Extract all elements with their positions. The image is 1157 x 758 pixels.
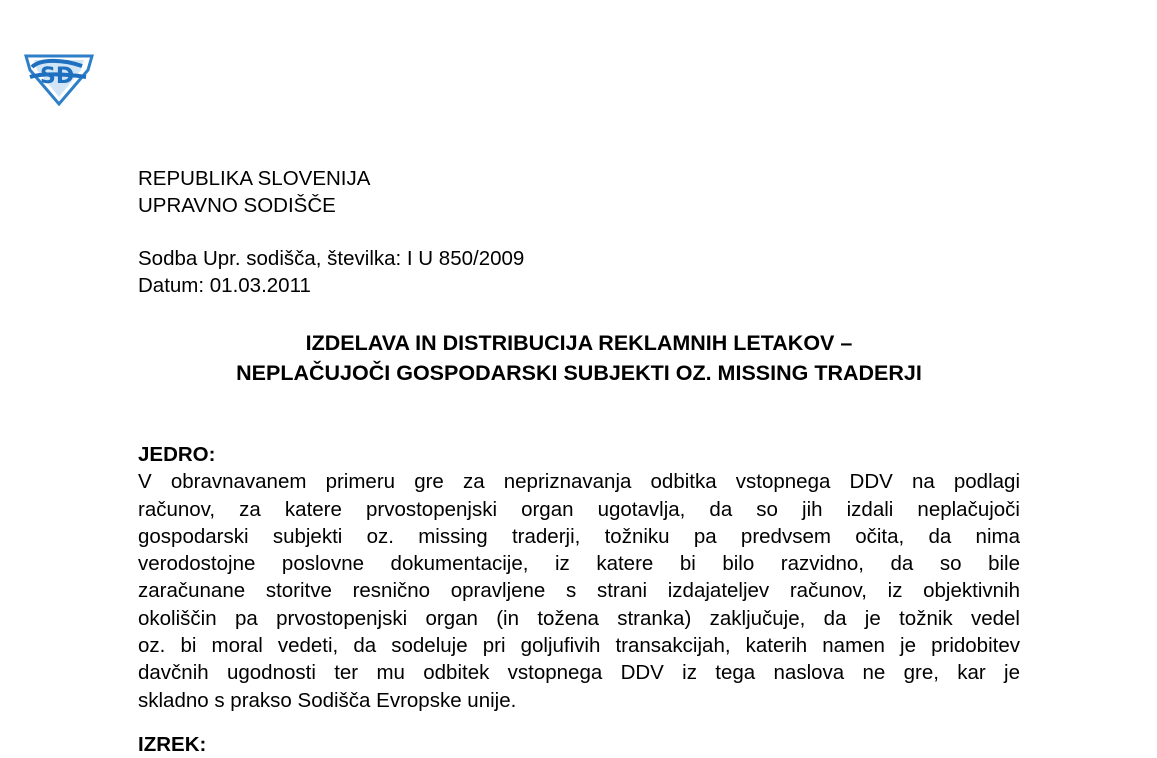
sd-shield-logo-icon [22, 50, 96, 106]
jedro-line: davčnih ugodnosti ter mu odbitek vstopnega DDV iz tega naslova ne gre, kar je [138, 661, 1020, 685]
case-number-line: Sodba Upr. sodišča, številka: I U 850/2009 [138, 247, 525, 270]
issuer-header [138, 165, 370, 219]
header-court: UPRAVNO SODIŠČE [138, 194, 336, 217]
header-country: REPUBLIKA SLOVENIJA [138, 167, 371, 190]
izrek-heading: IZREK: [138, 733, 207, 756]
court-logo [22, 50, 96, 106]
jedro-line: zaračunane storitve resnično opravljene s strani izdajateljev računov, iz objektivnih [138, 579, 1020, 603]
jedro-body [138, 468, 1020, 714]
document-title [138, 328, 1020, 388]
case-reference [138, 245, 524, 299]
jedro-heading: JEDRO: [138, 443, 216, 466]
jedro-line: skladno s prakso Sodišča Evropske unije. [138, 688, 517, 712]
jedro-section [138, 441, 1020, 714]
jedro-line: računov, za katere prvostopenjski organ ugotavlja, da so jih izdali neplačujoči [138, 497, 1020, 521]
case-date-line: Datum: 01.03.2011 [138, 274, 311, 297]
jedro-line: gospodarski subjekti oz. missing traderji, tožniku pa predvsem očita, da nima [138, 524, 1020, 548]
title-line-2: NEPLAČUJOČI GOSPODARSKI SUBJEKTI OZ. MISSING TRADERJI [236, 361, 922, 385]
jedro-line: oz. bi moral vedeti, da sodeluje pri goljufivih transakcijah, katerih namen je pridobitev [138, 634, 1020, 658]
jedro-line: V obravnavanem primeru gre za nepriznavanja odbitka vstopnega DDV na podlagi [138, 470, 1020, 494]
jedro-line: okoliščin pa prvostopenjski organ (in tožena stranka) zaključuje, da je tožnik vedel [138, 606, 1020, 630]
jedro-line: verodostojne poslovne dokumentacije, iz katere bi bilo razvidno, da so bile [138, 552, 1020, 576]
title-line-1: IZDELAVA IN DISTRIBUCIJA REKLAMNIH LETAKOV – [305, 331, 853, 355]
logo-lettering: SD [40, 64, 75, 89]
